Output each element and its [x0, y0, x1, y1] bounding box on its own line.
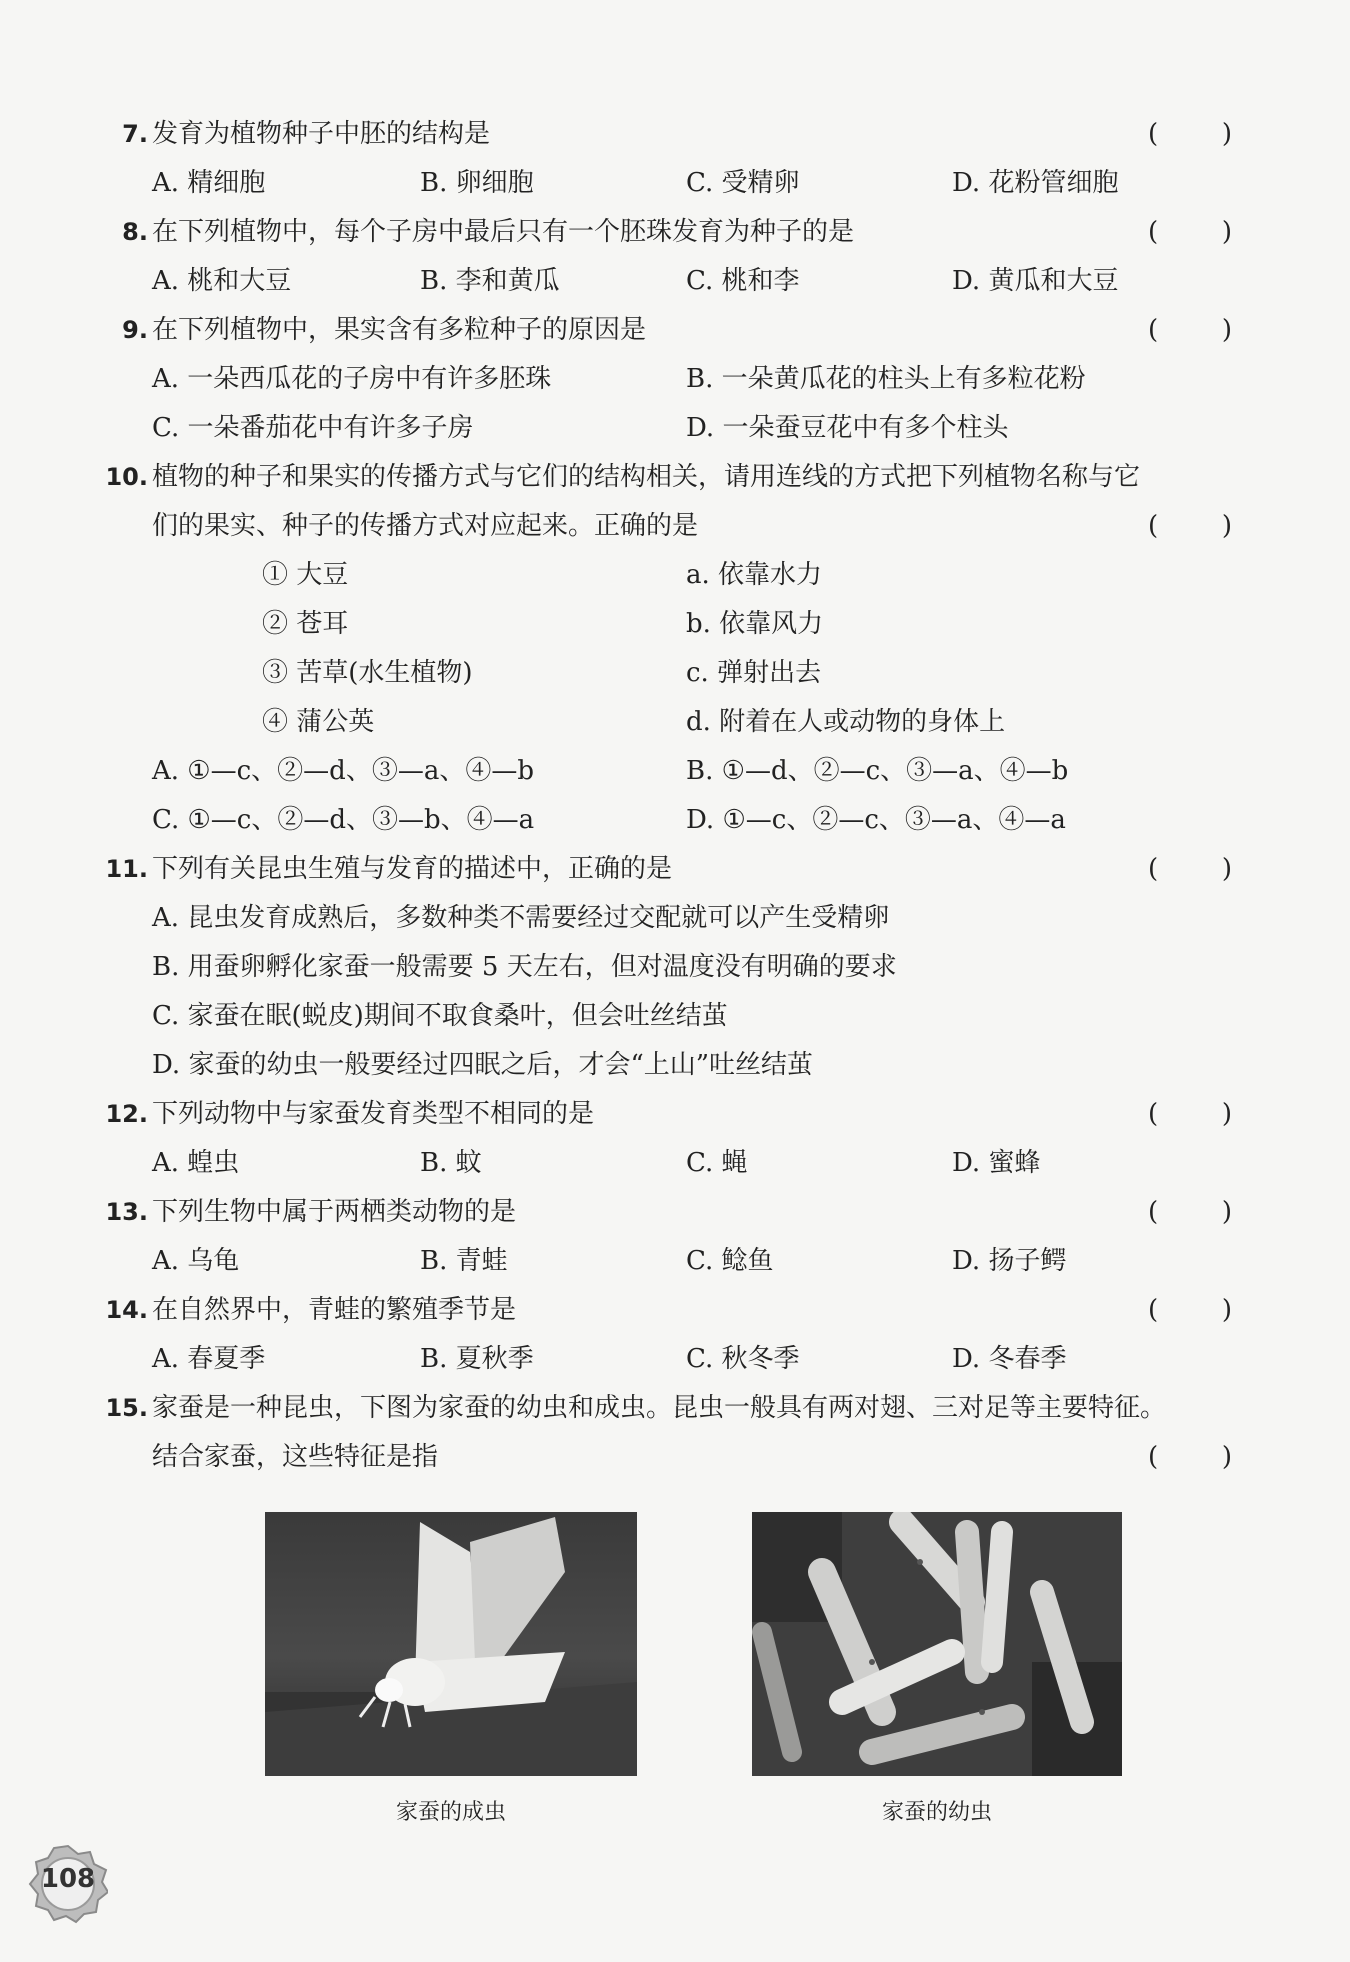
- question-stem: 发育为植物种子中胚的结构是: [152, 119, 491, 149]
- question-7: 7. 发育为植物种子中胚的结构是 ( ): [0, 110, 1350, 159]
- option-a[interactable]: A. 春夏季: [152, 1344, 266, 1374]
- options-11-c: [0, 992, 1350, 1041]
- question-14: 14. 在自然界中，青蛙的繁殖季节是 ( ): [0, 1286, 1350, 1335]
- question-number: 13.: [105, 1198, 148, 1226]
- question-stem: 植物的种子和果实的传播方式与它们的结构相关，请用连线的方式把下列植物名称与它: [152, 462, 1141, 492]
- options-9-row2: [0, 404, 1350, 453]
- question-stem-continued: 们的果实、种子的传播方式对应起来。正确的是: [152, 511, 699, 541]
- option-a[interactable]: A. 蝗虫: [152, 1148, 240, 1178]
- option-a[interactable]: A. 乌龟: [152, 1246, 240, 1276]
- question-stem: 家蚕是一种昆虫，下图为家蚕的幼虫和成虫。昆虫一般具有两对翅、三对足等主要特征。: [152, 1393, 1167, 1423]
- option-b[interactable]: B. 一朵黄瓜花的柱头上有多粒花粉: [686, 364, 1086, 394]
- option-c[interactable]: C. ①—c、②—d、③—b、④—a: [152, 805, 535, 835]
- question-number: 9.: [122, 316, 148, 344]
- match-row-3: [0, 649, 1350, 698]
- question-number: 10.: [105, 463, 148, 491]
- method-item: d. 附着在人或动物的身体上: [686, 707, 1006, 737]
- question-number: 15.: [105, 1394, 148, 1422]
- option-d[interactable]: D. 蜜蜂: [952, 1148, 1041, 1178]
- method-item: a. 依靠水力: [686, 560, 823, 590]
- question-stem-continued: 结合家蚕，这些特征是指: [152, 1442, 439, 1472]
- option-b[interactable]: B. 夏秋季: [420, 1344, 534, 1374]
- options-8: [0, 257, 1350, 306]
- option-c[interactable]: C. 蝇: [686, 1148, 748, 1178]
- silkmoth-adult-photo: [265, 1512, 637, 1776]
- question-8: 8. 在下列植物中，每个子房中最后只有一个胚珠发育为种子的是 ( ): [0, 208, 1350, 257]
- larva-caption: 家蚕的幼虫: [881, 1800, 992, 1825]
- options-13: [0, 1237, 1350, 1286]
- question-number: 7.: [122, 120, 148, 148]
- plant-item: ① 大豆: [262, 560, 349, 590]
- option-d[interactable]: D. 一朵蚕豆花中有多个柱头: [686, 413, 1009, 443]
- question-10: [0, 453, 1350, 502]
- silkworm-larva-photo: [752, 1512, 1122, 1776]
- option-b[interactable]: B. 李和黄瓜: [420, 266, 560, 296]
- match-row-4: [0, 698, 1350, 747]
- option-d[interactable]: D. 花粉管细胞: [952, 168, 1119, 198]
- options-12: [0, 1139, 1350, 1188]
- options-9-row1: [0, 355, 1350, 404]
- question-number: 11.: [105, 855, 148, 883]
- plant-item: ④ 蒲公英: [262, 707, 375, 737]
- options-10-row2: [0, 796, 1350, 845]
- option-b[interactable]: B. 青蛙: [420, 1246, 508, 1276]
- option-b[interactable]: B. 用蚕卵孵化家蚕一般需要 5 天左右，但对温度没有明确的要求: [152, 952, 897, 982]
- plant-item: ③ 苦草(水生植物): [262, 658, 473, 688]
- question-11: 11. 下列有关昆虫生殖与发育的描述中，正确的是 ( ): [0, 845, 1350, 894]
- adult-caption: 家蚕的成虫: [395, 1800, 506, 1825]
- question-number: 12.: [105, 1100, 148, 1128]
- question-10-cont: 们的果实、种子的传播方式对应起来。正确的是 ( ): [0, 502, 1350, 551]
- option-a[interactable]: A. 昆虫发育成熟后，多数种类不需要经过交配就可以产生受精卵: [152, 903, 890, 933]
- option-d[interactable]: D. 黄瓜和大豆: [952, 266, 1119, 296]
- option-c[interactable]: C. 家蚕在眠(蜕皮)期间不取食桑叶，但会吐丝结茧: [152, 1001, 728, 1031]
- options-11-a: [0, 894, 1350, 943]
- option-a[interactable]: A. 桃和大豆: [152, 266, 292, 296]
- question-13: 13. 下列生物中属于两栖类动物的是 ( ): [0, 1188, 1350, 1237]
- option-b[interactable]: B. ①—d、②—c、③—a、④—b: [686, 756, 1069, 786]
- question-stem: 在下列植物中，果实含有多粒种子的原因是: [152, 315, 647, 345]
- options-10-row1: [0, 747, 1350, 796]
- options-11-b: [0, 943, 1350, 992]
- question-stem: 下列有关昆虫生殖与发育的描述中，正确的是: [152, 854, 673, 884]
- question-number: 14.: [105, 1296, 148, 1324]
- question-15: [0, 1384, 1350, 1433]
- option-c[interactable]: C. 一朵番茄花中有许多子房: [152, 413, 474, 443]
- question-9: 9. 在下列植物中，果实含有多粒种子的原因是 ( ): [0, 306, 1350, 355]
- option-d[interactable]: D. ①—c、②—c、③—a、④—a: [686, 805, 1066, 835]
- match-row-2: [0, 600, 1350, 649]
- option-d[interactable]: D. 冬春季: [952, 1344, 1067, 1374]
- option-c[interactable]: C. 鲶鱼: [686, 1246, 774, 1276]
- option-a[interactable]: A. ①—c、②—d、③—a、④—b: [152, 756, 534, 786]
- option-c[interactable]: C. 桃和李: [686, 266, 800, 296]
- question-number: 8.: [122, 218, 148, 246]
- match-row-1: [0, 551, 1350, 600]
- option-c[interactable]: C. 秋冬季: [686, 1344, 800, 1374]
- options-7: [0, 159, 1350, 208]
- option-d[interactable]: D. 家蚕的幼虫一般要经过四眠之后，才会“上山”吐丝结茧: [152, 1050, 814, 1080]
- question-stem: 在自然界中，青蛙的繁殖季节是: [152, 1295, 517, 1325]
- options-11-d: [0, 1041, 1350, 1090]
- option-c[interactable]: C. 受精卵: [686, 168, 800, 198]
- question-12: 12. 下列动物中与家蚕发育类型不相同的是 ( ): [0, 1090, 1350, 1139]
- method-item: c. 弹射出去: [686, 658, 822, 688]
- method-item: b. 依靠风力: [686, 609, 824, 639]
- option-a[interactable]: A. 精细胞: [152, 168, 266, 198]
- question-15-cont: 结合家蚕，这些特征是指 ( ): [0, 1433, 1350, 1482]
- question-stem: 下列生物中属于两栖类动物的是: [152, 1197, 517, 1227]
- option-d[interactable]: D. 扬子鳄: [952, 1246, 1067, 1276]
- page-number: 108: [40, 1864, 96, 1894]
- plant-item: ② 苍耳: [262, 609, 349, 639]
- options-14: [0, 1335, 1350, 1384]
- question-stem: 下列动物中与家蚕发育类型不相同的是: [152, 1099, 595, 1129]
- option-b[interactable]: B. 卵细胞: [420, 168, 534, 198]
- option-b[interactable]: B. 蚊: [420, 1148, 482, 1178]
- question-stem: 在下列植物中，每个子房中最后只有一个胚珠发育为种子的是: [152, 217, 855, 247]
- option-a[interactable]: A. 一朵西瓜花的子房中有许多胚珠: [152, 364, 552, 394]
